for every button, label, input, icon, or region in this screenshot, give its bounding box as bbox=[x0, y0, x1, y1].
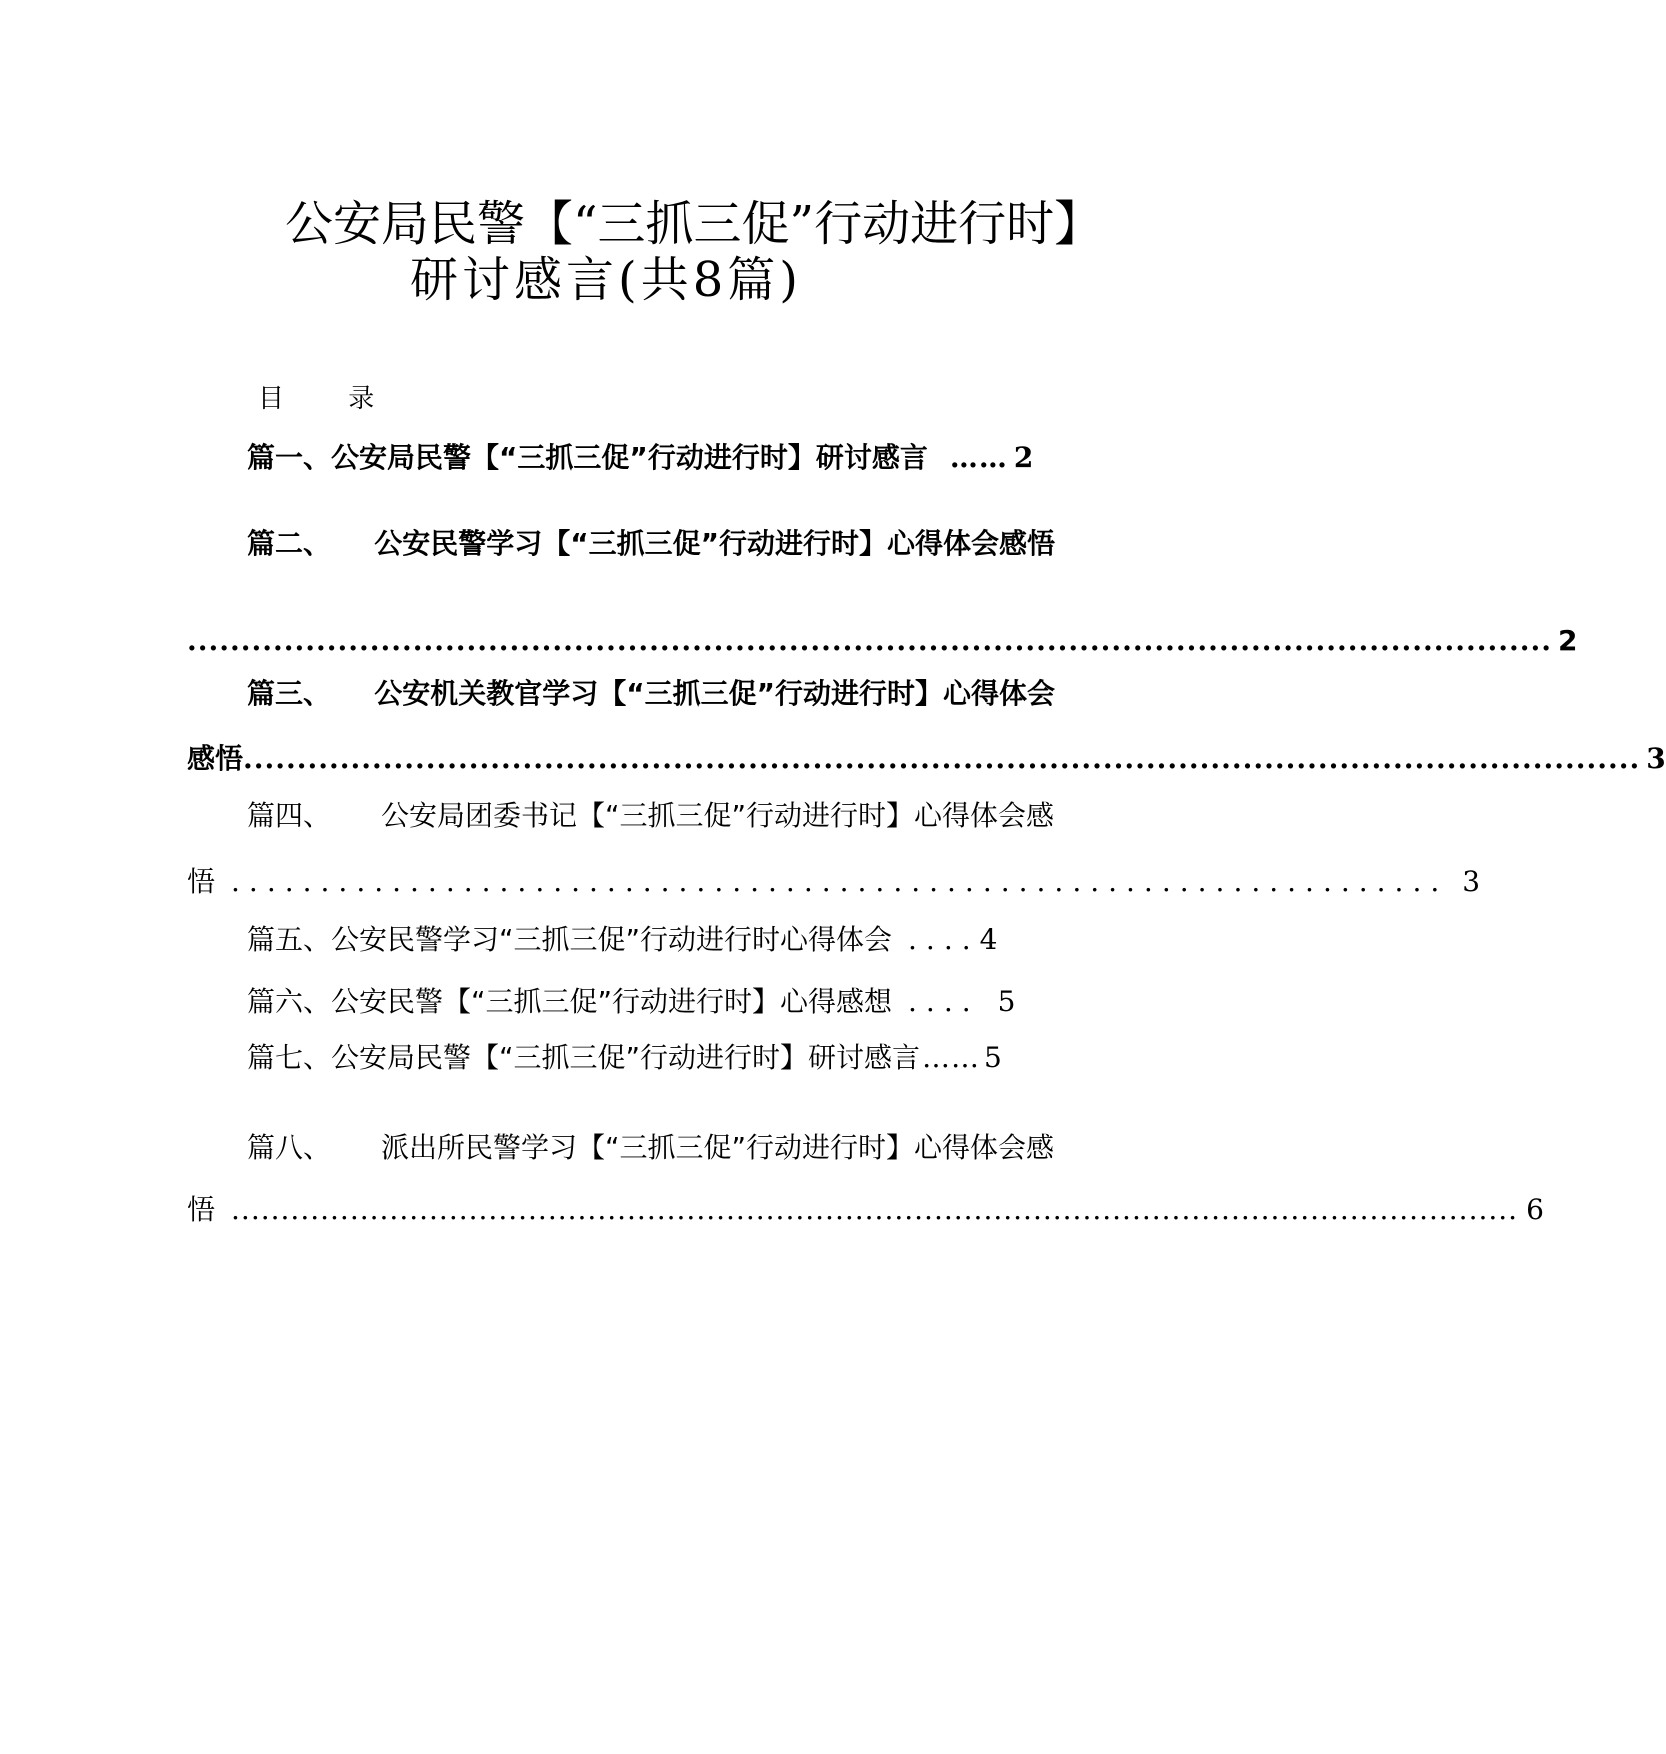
toc-entry-page: 4 bbox=[979, 923, 998, 956]
toc-entry-title: 公安局民警【“三抓三促”行动进行时】研讨感言 bbox=[331, 1041, 921, 1074]
toc-entry-title: 公安民警【“三抓三促”行动进行时】心得感想 bbox=[331, 985, 893, 1018]
toc-entry-5[interactable] bbox=[247, 923, 1055, 956]
toc-entry-7[interactable] bbox=[247, 1041, 1055, 1074]
toc-entry-3[interactable] bbox=[247, 677, 1055, 710]
toc-entry-title: 公安机关教官学习【“三抓三促”行动进行时】心得体会 bbox=[374, 677, 1055, 710]
toc-heading: 目 录 bbox=[258, 384, 403, 414]
toc-entry-page: 5 bbox=[984, 1041, 1002, 1074]
toc-entry-leader: ............................................................................................................................... bbox=[187, 624, 1553, 657]
toc-entry-prefix: 篇一、 bbox=[247, 441, 332, 474]
document-title-line-1: 公安局民警【“三抓三促”行动进行时】 bbox=[285, 196, 1103, 252]
toc-entry-leader: .................................................................... bbox=[231, 865, 1449, 898]
toc-entry-title: 公安局团委书记【“三抓三促”行动进行时】心得体会感 bbox=[381, 799, 1055, 832]
toc-entry-3-continuation[interactable] bbox=[187, 742, 1666, 775]
toc-entry-page: 3 bbox=[1462, 865, 1481, 898]
toc-entry-prefix: 篇八、 bbox=[247, 1131, 332, 1164]
toc-entry-1[interactable] bbox=[247, 441, 1055, 474]
toc-entry-prefix: 篇五、 bbox=[247, 923, 332, 956]
toc-entry-page: 2 bbox=[1013, 441, 1034, 474]
toc-entry-8[interactable] bbox=[247, 1131, 1055, 1164]
toc-entry-4-continuation[interactable] bbox=[187, 865, 1481, 898]
toc-entry-page: 6 bbox=[1526, 1193, 1544, 1226]
toc-entry-title: 公安民警学习“三抓三促”行动进行时心得体会 bbox=[331, 923, 893, 956]
toc-entry-prefix: 篇七、 bbox=[247, 1041, 332, 1074]
document-title-line-2: 研讨感言(共8篇) bbox=[410, 252, 802, 308]
toc-entry-4[interactable] bbox=[247, 799, 1055, 832]
toc-entry-leader: .... bbox=[908, 985, 980, 1018]
toc-entry-title: 派出所民警学习【“三抓三促”行动进行时】心得体会感 bbox=[381, 1131, 1055, 1164]
toc-entry-continuation: 悟 bbox=[187, 865, 216, 898]
toc-entry-continuation: 感悟 bbox=[187, 742, 244, 775]
toc-entry-leader: .... bbox=[908, 923, 980, 956]
toc-entry-title: 公安民警学习【“三抓三促”行动进行时】心得体会感悟 bbox=[374, 527, 1055, 560]
toc-entry-prefix: 篇六、 bbox=[247, 985, 332, 1018]
toc-entry-prefix: 篇三、 bbox=[247, 677, 332, 710]
toc-entry-leader: …… bbox=[922, 1041, 981, 1074]
toc-entry-prefix: 篇二、 bbox=[247, 527, 332, 560]
toc-entry-leader: .................................................................................................................................. bbox=[243, 742, 1641, 775]
toc-entry-page: 3 bbox=[1646, 742, 1666, 775]
toc-entry-prefix: 篇四、 bbox=[247, 799, 332, 832]
toc-entry-8-continuation[interactable] bbox=[187, 1193, 1544, 1226]
toc-entry-6[interactable] bbox=[247, 985, 1055, 1018]
toc-entry-leader: .................................................................................................................................. bbox=[231, 1193, 1519, 1226]
toc-entry-continuation: 悟 bbox=[187, 1193, 216, 1226]
toc-entry-title: 公安局民警【“三抓三促”行动进行时】研讨感言 bbox=[331, 441, 928, 474]
toc-entry-page: 5 bbox=[997, 985, 1016, 1018]
toc-entry-2-leader-line[interactable] bbox=[187, 624, 1578, 657]
toc-entry-2[interactable] bbox=[247, 527, 1055, 560]
toc-entry-leader: …… bbox=[949, 441, 1008, 474]
toc-entry-page: 2 bbox=[1558, 624, 1578, 657]
